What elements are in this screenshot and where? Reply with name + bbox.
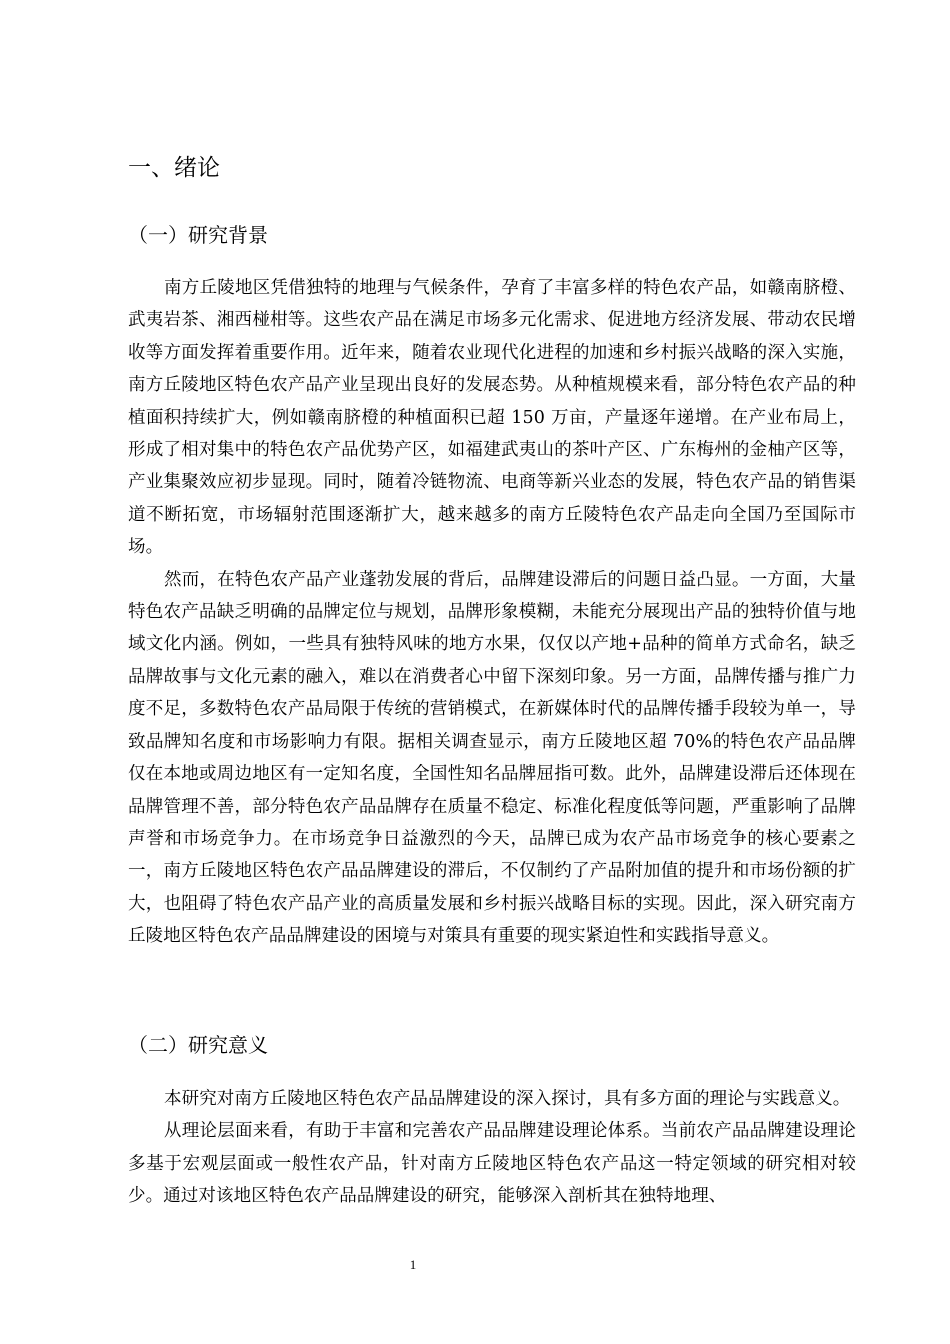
section-body-background: [128, 272, 856, 953]
paragraph: 从理论层面来看，有助于丰富和完善农产品品牌建设理论体系。当前农产品品牌建设理论多基于宏观层面或一般性农产品，针对南方丘陵地区特色农产品这一特定领域的研究相对较少。通过对该地区特色农产品品牌建设的研究，能够深入剖析其在独特地理、: [128, 1121, 856, 1207]
paragraph: 南方丘陵地区凭借独特的地理与气候条件，孕育了丰富多样的特色农产品，如赣南脐橙、武夷岩茶、湘西椪柑等。这些农产品在满足市场多元化需求、促进地方经济发展、带动农民增收等方面发挥着重要作用。近年来，随着农业现代化进程的加速和乡村振兴战略的深入实施，南方丘陵地区特色农产品产业呈现出良好的发展态势。从种植规模来看，部分特色农产品的种植面积持续扩大，例如赣南脐橙的种植面积已超 150 万亩，产量逐年递增。在产业布局上，形成了相对集中的特色农产品优势产区，如福建武夷山的茶叶产区、广东梅州的金柚产区等，产业集聚效应初步显现。同时，随着冷链物流、电商等新兴业态的发展，特色农产品的销售渠道不断拓宽，市场辐射范围逐渐扩大，越来越多的南方丘陵特色农产品走向全国乃至国际市场。: [128, 278, 856, 558]
section-heading-background: （一）研究背景: [128, 223, 268, 247]
chapter-heading: 一、绪论: [128, 155, 220, 181]
section-heading-significance: （二）研究意义: [128, 1033, 268, 1057]
section-body-significance: [128, 1083, 856, 1213]
paragraph: 然而，在特色农产品产业蓬勃发展的背后，品牌建设滞后的问题日益凸显。一方面，大量特色农产品缺乏明确的品牌定位与规划，品牌形象模糊，未能充分展现出产品的独特价值与地域文化内涵。例如，一些具有独特风味的地方水果，仅仅以产地+品种的简单方式命名，缺乏品牌故事与文化元素的融入，难以在消费者心中留下深刻印象。另一方面，品牌传播与推广力度不足，多数特色农产品局限于传统的营销模式，在新媒体时代的品牌传播手段较为单一，导致品牌知名度和市场影响力有限。据相关调查显示，南方丘陵地区超 70%的特色农产品品牌仅在本地或周边地区有一定知名度，全国性知名品牌屈指可数。此外，品牌建设滞后还体现在品牌管理不善，部分特色农产品品牌存在质量不稳定、标准化程度低等问题，严重影响了品牌声誉和市场竞争力。在市场竞争日益激烈的今天，品牌已成为农产品市场竞争的核心要素之一，南方丘陵地区特色农产品品牌建设的滞后，不仅制约了产品附加值的提升和市场份额的扩大，也阻碍了特色农产品产业的高质量发展和乡村振兴战略目标的实现。因此，深入研究南方丘陵地区特色农产品品牌建设的困境与对策具有重要的现实紧迫性和实践指导意义。: [128, 569, 856, 947]
page-number: 1: [409, 1257, 417, 1272]
paragraph: 本研究对南方丘陵地区特色农产品品牌建设的深入探讨，具有多方面的理论与实践意义。: [164, 1089, 851, 1109]
